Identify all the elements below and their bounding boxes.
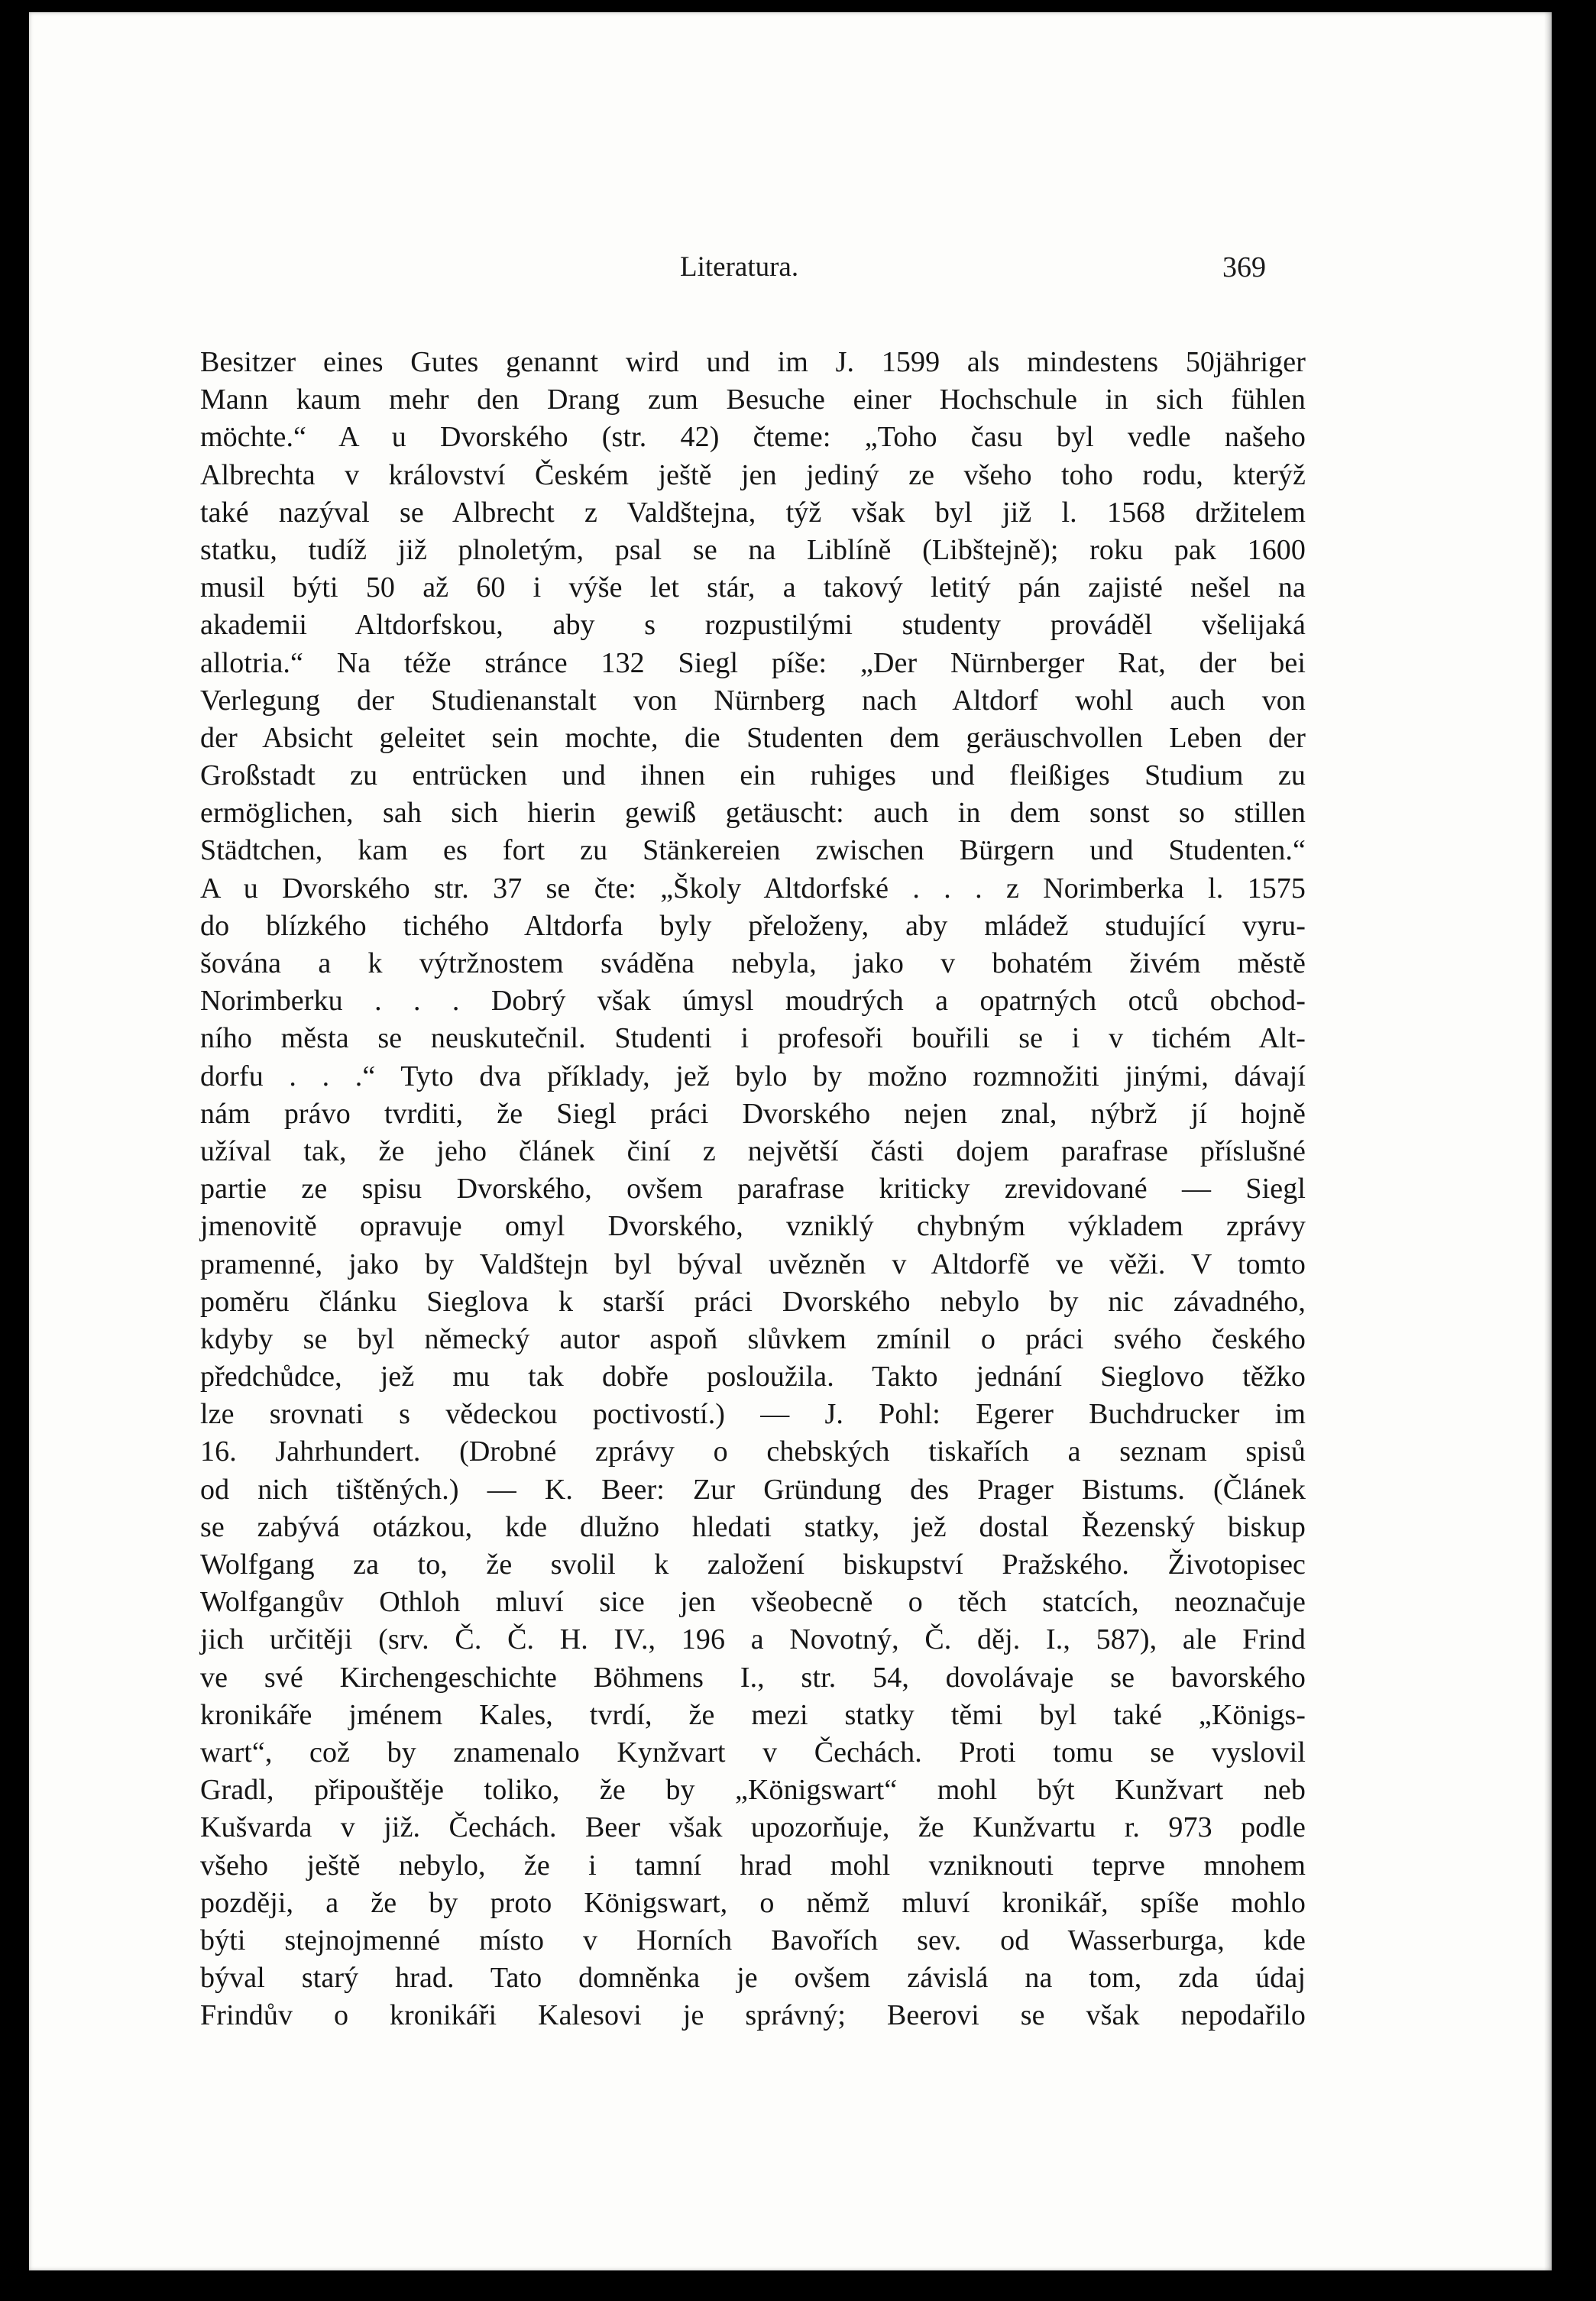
text-line: ve své Kirchengeschichte Böhmens I., str. 54, dovolávaje se bavorského: [200, 1661, 1306, 1694]
text-line: býval starý hrad. Tato domněnka je ovšem závislá na tom, zda údaj: [200, 1962, 1306, 1995]
text-line: poměru článku Sieglova k starší práci Dvorského nebylo by nic závadného,: [200, 1285, 1306, 1318]
text-line: allotria.“ Na téže stránce 132 Siegl píše: „Der Nürnberger Rat, der bei: [200, 646, 1306, 679]
text-line: musil býti 50 až 60 i výše let stár, a takový letitý pán zajisté nešel na: [200, 571, 1306, 604]
text-line: předchůdce, jež mu tak dobře posloužila. Takto jednání Sieglovo těžko: [200, 1361, 1306, 1393]
text-line: wart“, což by znamenalo Kynžvart v Čechách. Proti tomu se vyslovil: [200, 1736, 1306, 1769]
text-line: Wolfgangův Othloh mluví sice jen všeobecně o těch statcích, neoznačuje: [200, 1586, 1306, 1619]
text-line: kronikáře jménem Kales, tvrdí, že mezi statky těmi byl také „Königs-: [200, 1698, 1306, 1731]
text-line: möchte.“ A u Dvorského (str. 42) čteme: „Toho času byl vedle našeho: [200, 421, 1306, 454]
running-head: Literatura.: [680, 251, 799, 283]
text-line: do blízkého tichého Altdorfa byly přeloženy, aby mládež studující vyru-: [200, 909, 1306, 942]
page-number: 369: [1222, 251, 1266, 283]
text-line: Wolfgang za to, že svolil k založení biskupství Pražského. Životopisec: [200, 1549, 1306, 1581]
text-line: der Absicht geleitet sein mochte, die Studenten dem geräuschvollen Leben der: [200, 721, 1306, 754]
text-line: dorfu . . .“ Tyto dva příklady, jež bylo by možno rozmnožiti jinými, dávají: [200, 1060, 1306, 1092]
text-line: ního města se neuskutečnil. Studenti i profesoři bouřili se i v tichém Alt-: [200, 1022, 1306, 1055]
text-line: Gradl, připouštěje toliko, že by „Königswart“ mohl být Kunžvart neb: [200, 1774, 1306, 1807]
text-line: Besitzer eines Gutes genannt wird und im J. 1599 als mindestens 50jähriger: [200, 346, 1306, 378]
text-line: Norimberku . . . Dobrý však úmysl moudrých a opatrných otců obchod-: [200, 985, 1306, 1018]
text-line: Albrechta v království Českém ještě jen jediný ze všeho toho rodu, kterýž: [200, 458, 1306, 491]
text-line: 16. Jahrhundert. (Drobné zprávy o chebských tiskařích a seznam spisů: [200, 1435, 1306, 1468]
text-line: Städtchen, kam es fort zu Stänkereien zwischen Bürgern und Studenten.“: [200, 834, 1306, 867]
text-line: od nich tištěných.) — K. Beer: Zur Gründung des Prager Bistums. (Článek: [200, 1473, 1306, 1506]
text-body: [200, 344, 1306, 2034]
text-line: býti stejnojmenné místo v Horních Bavořích sev. od Wasserburga, kde: [200, 1924, 1306, 1956]
text-line: Verlegung der Studienanstalt von Nürnberg nach Altdorf wohl auch von: [200, 684, 1306, 717]
text-line: Mann kaum mehr den Drang zum Besuche einer Hochschule in sich fühlen: [200, 384, 1306, 416]
text-line: partie ze spisu Dvorského, ovšem parafrase kriticky zrevidované — Siegl: [200, 1173, 1306, 1206]
text-line: pramenné, jako by Valdštejn byl býval uvězněn v Altdorfě ve věži. V tomto: [200, 1248, 1306, 1280]
text-line: později, a že by proto Königswart, o němž mluví kronikář, spíše mohlo: [200, 1886, 1306, 1919]
text-line: jich určitěji (srv. Č. Č. H. IV., 196 a Novotný, Č. děj. I., 587), ale Frind: [200, 1623, 1306, 1656]
text-line: ermöglichen, sah sich hierin gewiß getäuscht: auch in dem sonst so stillen: [200, 797, 1306, 830]
text-line: Kušvarda v již. Čechách. Beer však upozorňuje, že Kunžvartu r. 973 podle: [200, 1811, 1306, 1844]
text-line: užíval tak, že jeho článek činí z největší části dojem parafrase příslušné: [200, 1134, 1306, 1167]
text-line: Frindův o kronikáři Kalesovi je správný; Beerovi se však nepodařilo: [200, 1999, 1306, 2032]
text-line: všeho ještě nebylo, že i tamní hrad mohl vzniknouti teprve mnohem: [200, 1849, 1306, 1882]
text-line: šována a k výtržnostem sváděna nebyla, jako v bohatém živém městě: [200, 947, 1306, 979]
text-line: akademii Altdorfskou, aby s rozpustilými studenty prováděl všelijaká: [200, 609, 1306, 642]
text-line: kdyby se byl německý autor aspoň slůvkem zmínil o práci svého českého: [200, 1322, 1306, 1355]
text-line: také nazýval se Albrecht z Valdštejna, týž však byl již l. 1568 držitelem: [200, 496, 1306, 529]
text-line: nám právo tvrditi, že Siegl práci Dvorského nejen znal, nýbrž jí hojně: [200, 1097, 1306, 1130]
text-line: statku, tudíž již plnoletým, psal se na Liblíně (Libštejně); roku pak 1600: [200, 533, 1306, 566]
text-line: lze srovnati s vědeckou poctivostí.) — J. Pohl: Egerer Buchdrucker im: [200, 1398, 1306, 1431]
text-line: se zabývá otázkou, kde dlužno hledati statky, jež dostal Řezenský biskup: [200, 1510, 1306, 1543]
book-page: [29, 12, 1552, 2270]
text-line: A u Dvorského str. 37 se čte: „Školy Altdorfské . . . z Norimberka l. 1575: [200, 872, 1306, 905]
text-line: Großstadt zu entrücken und ihnen ein ruhiges und fleißiges Studium zu: [200, 759, 1306, 792]
text-line: jmenovitě opravuje omyl Dvorského, vzniklý chybným výkladem zprávy: [200, 1210, 1306, 1243]
